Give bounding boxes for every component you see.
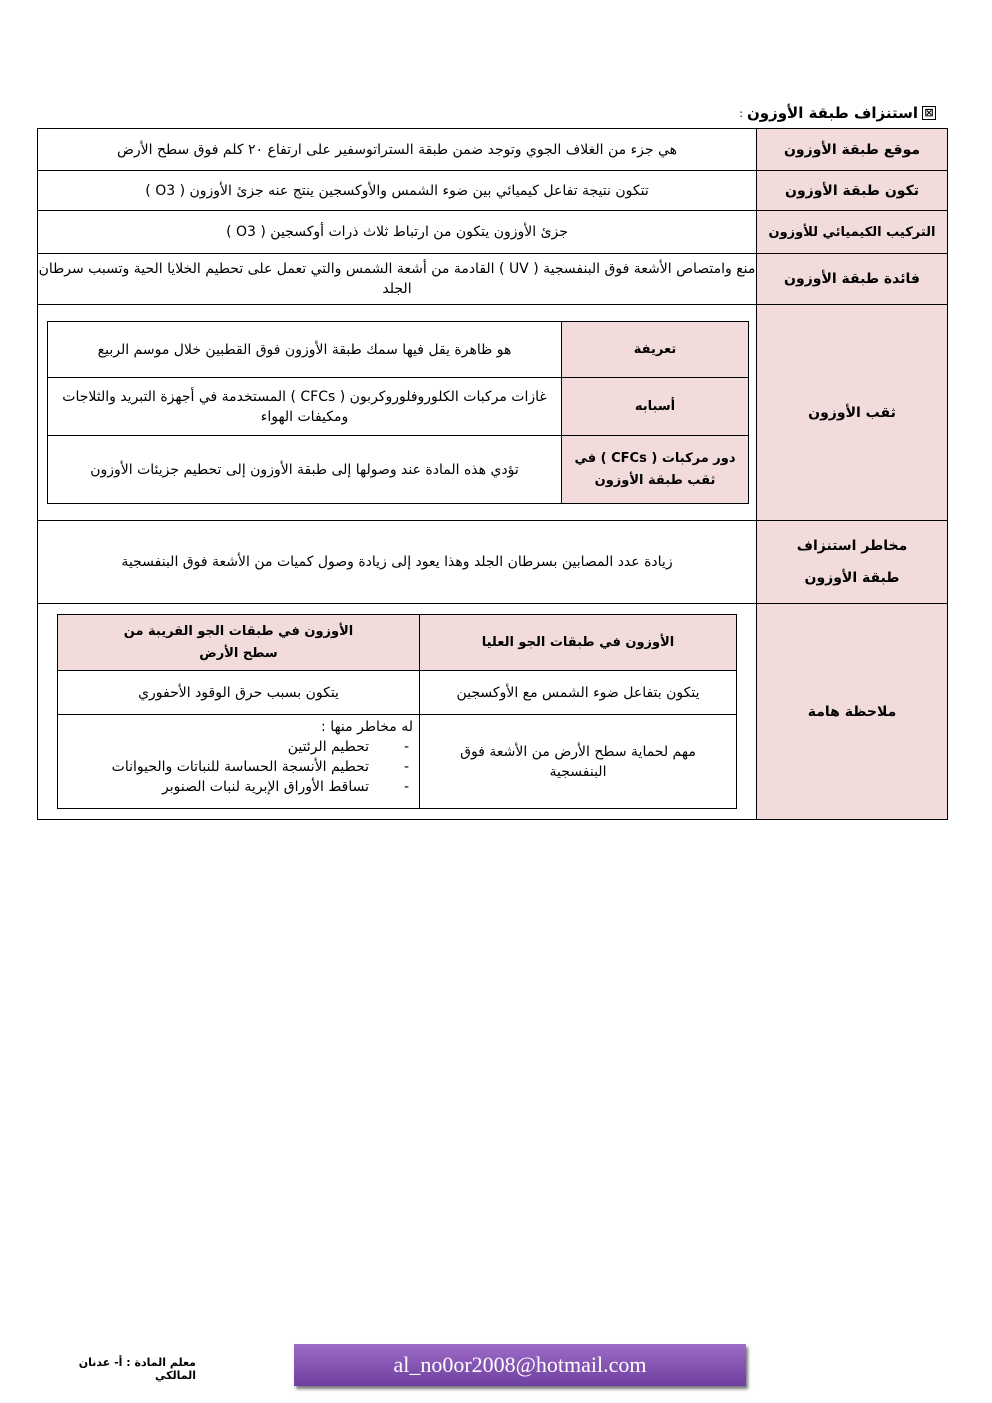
causes-text: غازات مركبات الكلوروفلوروكربون ( CFCs ) المستخدمة في أجهزة التبريد والثلاجات ومكيفات الهواء [48,378,562,436]
lower-dangers-intro: له مخاطر منها : [321,719,413,735]
label-benefit: فائدة طبقة الأوزون [757,254,948,305]
title-text: استنزاف طبقة الأوزون [746,104,918,122]
label-dangers: مخاطر استنزاف طبقة الأوزون [757,521,948,604]
page-title [700,100,936,126]
teacher-credit: معلم المادة : أ- عدنان المالكي [78,1356,196,1382]
text-location: هي جزء من الغلاف الجوي وتوجد ضمن طبقة الستراتوسفير على ارتفاع ٢٠ كلم فوق سطح الأرض [38,129,757,171]
label-note: ملاحظة هامة [757,604,948,820]
col-lower-header: الأوزون في طبقات الجو القريبة من سطح الأرض [58,615,420,671]
title-colon: : [739,106,743,120]
ozone-table [37,128,948,820]
table-row-composition [38,211,948,254]
role-label: دور مركبات ( CFCs ) في ثقب طبقة الأوزون [562,436,749,504]
list-item: - تحطيم الرئتين [58,737,409,757]
causes-label: أسبابه [562,378,749,436]
text-composition: جزئ الأوزون يتكون من ارتباط ثلاث ذرات أوكسجين ( O3 ) [38,211,757,254]
lower-dangers-list [58,737,419,797]
list-item: - تساقط الأوراق الإبرية لنبات الصنوبر [58,777,409,797]
list-item: - تحطيم الأنسجة الحساسة للنباتات والحيوانات [58,757,409,777]
hole-inner-table [47,321,749,504]
table-row-formation [38,171,948,211]
definition-label: تعريفة [562,322,749,378]
note-inner-table [57,614,737,809]
table-row-dangers [38,521,948,604]
upper-formation: يتكون بتفاعل ضوء الشمس مع الأوكسجين [420,671,737,715]
lower-formation: يتكون بسبب حرق الوقود الأحفوري [58,671,420,715]
label-location: موقع طبقة الأوزون [757,129,948,171]
label-composition: التركيب الكيميائي للأوزون [757,211,948,254]
upper-importance: مهم لحماية سطح الأرض من الأشعة فوق البنفسجية [420,715,737,809]
text-formation: تتكون نتيجة تفاعل كيميائي بين ضوء الشمس والأوكسجين ينتج عنه جزئ الأوزون ( O3 ) [38,171,757,211]
definition-text: هو ظاهرة يقل فيها سمك طبقة الأوزون فوق القطبين خلال موسم الربيع [48,322,562,378]
col-upper-header: الأوزون في طبقات الجو العليا [420,615,737,671]
table-row-location [38,129,948,171]
text-dangers: زيادة عدد المصابين بسرطان الجلد وهذا يعود إلى زيادة وصول كميات من الأشعة فوق البنفسجية [38,521,757,604]
label-formation: تكون طبقة الأوزون [757,171,948,211]
table-row-benefit [38,254,948,305]
table-row-note [38,604,948,820]
checkbox-marker-icon: ⊠ [922,106,936,120]
text-benefit: منع وامتصاص الأشعة فوق البنفسجية ( UV ) القادمة من أشعة الشمس والتي تعمل على تحطيم الخلايا الحية وتسبب سرطان الجلد [38,254,757,305]
email-banner: al_no0or2008@hotmail.com [294,1344,746,1386]
role-text: تؤدي هذه المادة عند وصولها إلى طبقة الأوزون إلى تحطيم جزيئات الأوزون [48,436,562,504]
lower-dangers-cell [58,715,420,809]
table-row-hole [38,305,948,521]
label-hole: ثقب الأوزون [757,305,948,521]
